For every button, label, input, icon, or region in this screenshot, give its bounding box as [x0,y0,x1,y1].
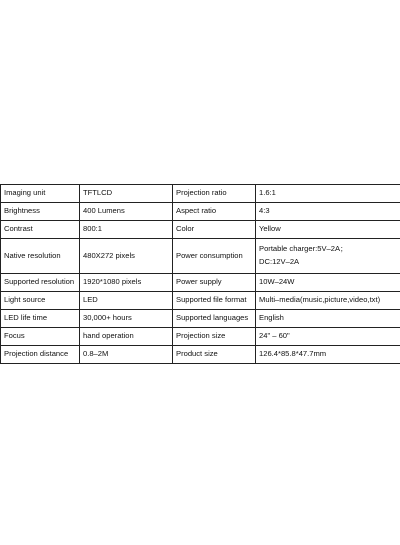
spec-label: Focus [1,328,80,346]
table-row [1,203,400,221]
spec-value: 4:3 [256,203,400,221]
spec-value: Yellow [256,221,400,239]
spec-value: 480X272 pixels [80,239,173,274]
power-consumption-line: Portable charger:5V–2A； [259,244,348,254]
spec-label: Brightness [1,203,80,221]
spec-label: Projection size [173,328,256,346]
spec-table [0,184,400,364]
spec-value [256,239,400,274]
spec-label: Projection distance [1,346,80,364]
spec-label: Power consumption [173,239,256,274]
table-row [1,346,400,364]
spec-label: Light source [1,292,80,310]
spec-value: 30,000+ hours [80,310,173,328]
spec-value: 24" – 60" [256,328,400,346]
spec-value: 400 Lumens [80,203,173,221]
spec-label: Aspect ratio [173,203,256,221]
table-row [1,221,400,239]
spec-label: Native resolution [1,239,80,274]
table-row [1,239,400,274]
spec-label: Contrast [1,221,80,239]
spec-value: 1.6:1 [256,185,400,203]
spec-label: Imaging unit [1,185,80,203]
table-row [1,310,400,328]
spec-label: Projection ratio [173,185,256,203]
spec-value: Multi–media(music,picture,video,txt) [256,292,400,310]
spec-label: Color [173,221,256,239]
spec-value: 1920*1080 pixels [80,274,173,292]
spec-value: 126.4*85.8*47.7mm [256,346,400,364]
spec-label: Supported resolution [1,274,80,292]
table-row [1,185,400,203]
spec-label: Product size [173,346,256,364]
spec-value: 800:1 [80,221,173,239]
spec-label: Supported languages [173,310,256,328]
table-row [1,292,400,310]
spec-label: Supported file format [173,292,256,310]
table-row [1,328,400,346]
spec-value: English [256,310,400,328]
spec-value: TFTLCD [80,185,173,203]
spec-value: LED [80,292,173,310]
spec-value: 10W–24W [256,274,400,292]
table-row [1,274,400,292]
spec-label: Power supply [173,274,256,292]
spec-value: 0.8–2M [80,346,173,364]
power-consumption-line: DC:12V–2A [259,257,300,266]
spec-label: LED life time [1,310,80,328]
spec-value: hand operation [80,328,173,346]
